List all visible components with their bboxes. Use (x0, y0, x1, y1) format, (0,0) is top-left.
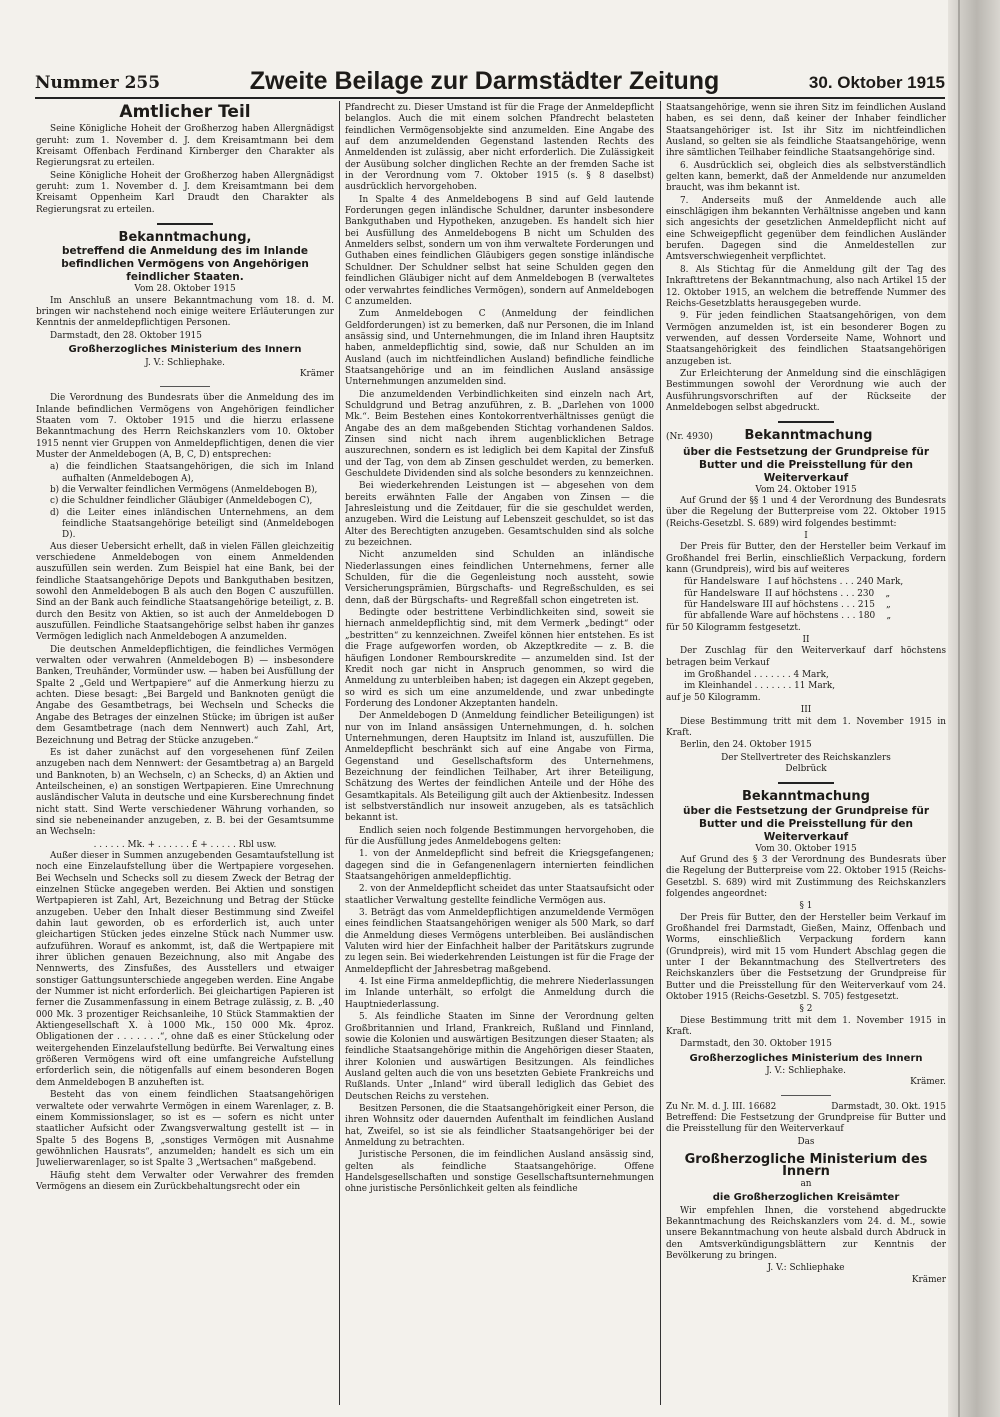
reference-right: Darmstadt, 30. Okt. 1915 (831, 1101, 946, 1112)
centered-line: Vom 28. Oktober 1915 (134, 284, 236, 295)
centered-line: I (804, 531, 808, 541)
divider (157, 223, 213, 225)
paragraph: 9. Für jeden feindlichen Staatsangehörigen, von dem Vermögen anzumelden ist, ist ein besonderer Bogen zu verwenden, auf dessen Vorderseite Name, Wohnort und Staatsangehörigkeit des feindlichen Staatsangehörigen anzugeben ist. (666, 311, 946, 367)
paragraph: Die Verordnung des Bundesrats über die Anmeldung des im Inlande befindlichen Vermögens von Angehörigen feindlicher Staaten vom 7. Oktober 1915 und die hierzu erlassene Bekanntmachung des Herrn Reichskanzlers vom 10. Oktober 1915 nennt vier Gruppen von Anmeldepflichtigen, denen die vier Muster der Anmeldebogen (A, B, C, D) entsprechen: (36, 393, 334, 460)
paragraph: Besteht das von einem feindlichen Staatsangehörigen verwaltete oder verwahrte Vermögen in einem Warenlager, z. B. einem Kommissionslager, so ist es — sofern es nicht unter staatlicher Aufsicht oder Zwangsverwaltung gestellt ist — in Spalte 5 des Bogens B, „sonstiges Vermögen mit Ausnahme gewöhnlichen Hausrats“, anzumelden; handelt es sich um ein Juwelierwarenlager, so ist Spalte 3 „Wertsachen“ maßgebend. (36, 1090, 334, 1169)
reference-line (666, 1102, 946, 1113)
paragraph: Der Anmeldebogen D (Anmeldung feindlicher Beteiligungen) ist nur von im Inland ansässigen Unternehmungen, d. h. solchen Unternehmungen, deren Hauptsitz im Inland ist, auszufüllen. Die Anmeldepflicht beschränkt sich auf eine Angabe von Firma, Gegenstand und Gesellschaftsform des Unternehmens, Bezeichnung der feindlichen Teilhaber, Art ihrer Beteiligung, Schätzung des Wertes der feindlichen Anteile und der Höhe des Gesamtkapitals. Als Beteiligung gilt auch der Aktienbesitz. Indessen ist selbstverständlich nur insoweit anzugeben, als es tatsächlich bekannt ist. (345, 711, 654, 824)
paragraph: Im Anschluß an unsere Bekanntmachung vom 18. d. M. bringen wir nachstehend noch einige weitere Erläuterungen zur Kenntnis der anmeldepflichtigen Personen. (36, 295, 334, 329)
issue-date: 30. Oktober 1915 (808, 73, 945, 92)
column-3 (666, 103, 946, 1407)
price-line: für abfallende Ware auf höchstens . . . 180 „ (684, 611, 892, 622)
paragraph: für 50 Kilogramm festgesetzt. (666, 622, 801, 633)
centered-line: Vom 30. Oktober 1915 (755, 843, 857, 854)
paragraph: Juristische Personen, die im feindlichen Ausland ansässig sind, gelten als feindliche Staatsangehörige. Offene Handelsgesellschaften und sonstige Gesellschaftsunternehmungen ohne juristische Persönlichkeit gelten als feindliche (345, 1150, 654, 1195)
centered-line: Das (797, 1136, 815, 1147)
column-1 (36, 103, 334, 1407)
paragraph: 7. Anderseits muß der Anmeldende auch alle einschlägigen ihm bekannten Verhältnisse angeben und kann sich angesichts der gesetzlichen Anmeldepflicht nicht auf eine Schweigepflicht gegenüber dem feindlichen Ausländer berufen. Dagegen sind die Anmeldestellen zur Amtsverschwiegenheit verpflichtet. (666, 195, 946, 263)
paragraph: Häufig steht dem Verwalter oder Verwahrer des fremden Vermögens an diesem ein Zurückbehaltungsrecht oder ein (36, 1170, 334, 1192)
centered-line: Delbrück (785, 763, 827, 774)
centered-line: § 1 (799, 901, 813, 912)
announcement-number: (Nr. 4930) (666, 432, 713, 443)
paragraph: Es ist daher zunächst auf den vorgesehenen fünf Zeilen anzugeben nach dem Nennwert: der Gesamtbetrag a) an Bargeld und Banknoten, b) an Wechseln, c) an Schecks, d) an Aktien und Anteilscheinen, e) an sonstigen Wertpapieren. Eine Umrechnung ausländischer Valuta in deutsche und eine Kursberechnung findet nicht statt. Sind Werte verschiedener Währung vorhanden, so sind sie nebeneinander anzugeben, z. B. bei der Gesamtsumme an Wechseln: (36, 747, 334, 838)
paragraph: Endlich seien noch folgende Bestimmungen hervorgehoben, die für die Ausfüllung jedes Anmeldebogens gelten: (345, 825, 654, 847)
paragraph: Bedingte oder bestrittene Verbindlichkeiten sind, soweit sie hiernach anmeldepflichtig sind, mit dem Vermerk „bedingt“ oder „bestritten“ zu kennzeichnen. Zweifel können hier entstehen. Es ist die Frage aufgeworfen worden, ob Akzeptkredite — z. B. die häufigen Londoner Rembourskredite — anzumelden sind. Ist der Kredit noch gar nicht in Anspruch genommen, so wird die Anmeldung zu unterbleiben haben; ist dagegen ein Akzept gegeben, so wird es sich um eine anzumeldende, und zwar unbedingte Forderung des Londoner Akzeptanten handeln. (345, 608, 654, 709)
divider (778, 782, 834, 784)
signature: Krämer. (910, 1077, 946, 1088)
paragraph: Berlin, den 24. Oktober 1915 (680, 740, 812, 751)
paragraph: Seine Königliche Hoheit der Großherzog haben Allergnädigst geruht: zum 1. November d. J. dem Kreisamtmann bei dem Kreisamt Oppenheim Karl Draudt den Charakter als Regierungsrat zu erteilen. (36, 170, 334, 215)
section-heading: Amtlicher Teil (119, 103, 251, 122)
list-item: d) die Leiter eines inländischen Unternehmens, an dem feindliche Staatsangehörige beteiligt sind (Anmeldebogen D). (50, 507, 334, 541)
paragraph: Betreffend: Die Festsetzung der Grundpreise für Butter und die Preisstellung für den Weiterverkauf (666, 1113, 946, 1135)
paragraph: Die anzumeldenden Verbindlichkeiten sind einzeln nach Art, Schuldgrund und Betrag anzuführen, z. B. „Darlehen von 1000 Mk.“. Beim Bestehen eines Kontokorrentverhältnisses genügt die Angabe des an dem maßgebenden Stichtag vorhandenen Saldos. Zinsen sind nicht nach ihrem augenblicklichen Betrage auszurechnen, sondern es ist lediglich bei dem Kapital der Zinsfuß und der Tag, von dem ab Zinsen geschuldet werden, zu bemerken. Geschuldete Dividenden sind als solche besonders zu kennzeichnen. (345, 389, 654, 479)
paragraph: Auf Grund des § 3 der Verordnung des Bundesrats über die Regelung der Butterpreise vom 22. Oktober 1915 (Reichs-Gesetzbl. S. 689) wird mit Zustimmung des Reichskanzlers folgendes angeordnet: (666, 854, 946, 899)
authority-name: Großherzogliches Ministerium des Innern (689, 1052, 923, 1064)
divider (781, 1095, 831, 1096)
paragraph: In Spalte 4 des Anmeldebogens B sind auf Geld lautende Forderungen gegen inländische Schuldner, darunter insbesondere Bankguthaben und Hypotheken, anzugeben. Es handelt sich hier bei Ausfüllung des Anmeldebogens B nicht um Schulden des Anmelders selbst, sondern um von ihm verwaltete Forderungen und Guthaben eines feindlichen Gläubigers gegen sonstige inländische Schuldner. Der Schuldner selbst hat seine Schulden gegen den feindlichen Gläubiger nicht auf dem Anmeldebogen B (verwaltetes oder verwahrtes feindliches Vermögen), sondern auf Anmeldebogen C anzumelden. (345, 194, 654, 307)
masthead-rule (35, 97, 945, 99)
announcement-subtitle: über die Festsetzung der Grundpreise für Butter und die Preisstellung für den Weiterverkauf (683, 804, 929, 843)
paragraph: Besitzen Personen, die die Staatsangehörigkeit einer Person, die ihren Wohnsitz oder dauernden Aufenthalt im feindlichen Ausland hat, Zweifel, so ist sie als feindlicher Staatsangehöriger bei der Anmeldung zu betrachten. (345, 1103, 654, 1148)
paragraph: Pfandrecht zu. Dieser Umstand ist für die Frage der Anmeldepflicht belanglos. Auch die mit einem solchen Pfandrecht belasteten feindlichen Vermögensobjekte sind anzumelden. Eine Angabe des auf dem anzumeldenden Gegenstand lastenden Rechts des Anmeldenden ist zulässig, aber nicht erforderlich. Die Zulässigkeit der Ausübung solcher dinglichen Rechte an der fremden Sache ist in der Verordnung vom 7. Oktober 1915 (s. § 8 daselbst) ausdrücklich hervorgehoben. (345, 103, 654, 193)
list-item: a) die feindlichen Staatsangehörigen, die sich im Inland aufhalten (Anmeldebogen A), (50, 462, 334, 484)
centered-line: J. V.: Schliephake (767, 1263, 845, 1274)
paragraph: 5. Als feindliche Staaten im Sinne der Verordnung gelten Großbritannien und Irland, Frankreich, Rußland und Finnland, sowie die Kolonien und auswärtigen Besitzungen dieser Staaten; als feindliche Staatsangehörige mithin die Angehörigen dieser Staaten, ihrer Kolonien und auswärtigen Besitzungen. Als feindliches Ausland gelten auch die von uns besetzten Gebiete Frankreichs und Rußlands. Unter „Inland“ wird überall lediglich das Gebiet des Deutschen Reichs zu verstehen. (345, 1012, 654, 1102)
column-divider (660, 101, 661, 1405)
list-item: c) die Schuldner feindlicher Gläubiger (Anmeldebogen C), (50, 496, 313, 507)
price-line: für Handelsware III auf höchstens . . . 215 „ (684, 600, 891, 611)
list-item: b) die Verwalter feindlichen Vermögens (Anmeldebogen B), (50, 484, 318, 495)
divider (160, 386, 210, 387)
masthead (35, 66, 945, 96)
centered-line: J. V.: Schliephake. (766, 1066, 846, 1077)
paragraph: Zur Erleichterung der Anmeldung sind die einschlägigen Bestimmungen sowohl der Verordnung wie auch der Ausführungsvorschriften auf der Rückseite der Anmeldebogen selbst abgedruckt. (666, 368, 946, 413)
price-line: im Großhandel . . . . . . . 4 Mark, (684, 670, 829, 681)
announcement-heading (666, 430, 946, 443)
announcement-heading: Bekanntmachung, (118, 230, 252, 246)
paragraph: Wir empfehlen Ihnen, die vorstehend abgedruckte Bekanntmachung des Reichskanzlers vom 24. d. M., sowie unsere Bekanntmachung von heute alsbald durch Abdruck in den Amtsverkündigungsblättern zur Kenntnis der Bevölkerung zu bringen. (666, 1205, 946, 1261)
paragraph: Bei wiederkehrenden Leistungen ist — abgesehen von dem bereits erwähnten Falle der Angaben von Zinsen — die Jahresleistung und die Zeitdauer, für die sie geschuldet werden, anzugeben. Wird die Leistung auf Lebenszeit geschuldet, so ist das Alter des Berechtigten anzugeben. Gesamtschulden sind als solche zu bezeichnen. (345, 481, 654, 549)
signature: Krämer (299, 368, 334, 379)
announcement-subtitle: betreffend die Anmeldung des im Inlande befindlichen Vermögens von Angehörigen feindlicher Staaten. (61, 245, 309, 284)
centered-line: Vom 24. Oktober 1915 (755, 484, 857, 495)
paragraph: 8. Als Stichtag für die Anmeldung gilt der Tag des Inkrafttretens der Bekanntmachung, also nach Artikel 15 der 12. Oktober 1915, an welchem die betreffende Nummer des Reichs-Gesetzblatts herausgegeben wurde. (666, 264, 946, 309)
column-divider (339, 101, 340, 1405)
authority-name: Großherzogliches Ministerium des Innern (68, 344, 302, 356)
centered-line: II (802, 635, 810, 646)
book-binding-edge (948, 0, 1000, 1417)
paragraph: 2. von der Anmeldepflicht scheidet das unter Staatsaufsicht oder staatlicher Verwaltung gestellte feindliche Vermögen aus. (345, 884, 654, 906)
centered-line: III (800, 705, 812, 716)
reference-left: Zu Nr. M. d. J. III. 16682 (666, 1101, 777, 1112)
paragraph: auf je 50 Kilogramm. (666, 692, 761, 703)
paragraph: 6. Ausdrücklich sei, obgleich dies als selbstverständlich gelten kann, bemerkt, daß der Anmeldende nur anzumelden braucht, was ihm bekannt ist. (666, 160, 946, 194)
authority-name: die Großherzoglichen Kreisämter (712, 1192, 900, 1204)
newspaper-title: Zweite Beilage zur Darmstädter Zeitung (249, 67, 720, 95)
paragraph: Zum Anmeldebogen C (Anmeldung der feindlichen Geldforderungen) ist zu bemerken, daß nur Personen, die im Inland ansässig sind, und Unternehmungen, die im Inland ihren Hauptsitz haben, anmeldepflichtig sind, sowie, daß nur Schulden an im Ausland (auch im nichtfeindlichen Ausland) befindliche feindliche Staatsangehörige und an im feindlichen Ausland ansässige Unternehmungen anzumelden sind. (345, 309, 654, 388)
paragraph: Staatsangehörige, wenn sie ihren Sitz im feindlichen Ausland haben, es sei denn, daß keiner der Inhaber feindlicher Staatsangehöriger ist. Ist ihr Sitz im nichtfeindlichen Ausland, so gelten sie als feindliche Staatsangehörige, wenn ihre sämtlichen Teilhaber feindliche Staatsangehörige sind. (666, 103, 946, 159)
paragraph: Diese Bestimmung tritt mit dem 1. November 1915 in Kraft. (666, 1015, 946, 1038)
paragraph: Diese Bestimmung tritt mit dem 1. November 1915 in Kraft. (666, 716, 946, 738)
signature: Krämer (911, 1274, 946, 1285)
paragraph: Der Zuschlag für den Weiterverkauf darf höchstens betragen beim Verkauf (666, 646, 946, 668)
paragraph: Nicht anzumelden sind Schulden an inländische Niederlassungen eines feindlichen Unternehmens, ferner alle Schulden, für die die Gegenleistung noch aussteht, sowie Versicherungsprämien, Bürgschafts- und Regreßschulden, es sei denn, daß der Bürgschafts- und Regreßfall schon eingetreten ist. (345, 550, 654, 606)
centered-line: an (800, 1178, 812, 1189)
paragraph: Außer dieser in Summen anzugebenden Gesamtaufstellung ist noch eine Einzelaufstellung über die Wertpapiere vorgesehen. Bei Wechseln und Schecks soll zu diesem Zweck der Betrag der einzelnen Stücke angegeben werden. Bei Aktien und sonstigen Wertpapieren ist Zahl, Art, Bezeichnung und Betrag der Stücke anzugeben. Ueber den Inhalt dieser Bestimmung sind Zweifel dahin laut geworden, ob es erforderlich ist, auch unter gleichartigen Stücken jedes einzelne Stück nach Nummer usw. aufzuführen. Worauf es ankommt, ist, daß die Wertpapiere mit ihrer üblichen genauen Bezeichnung, also mit Angabe des Nennwerts, des Zinsfußes, des Ausstellers und etwaiger sonstiger Gattungsunterschiede angegeben werden. Eine Angabe der Nummer ist nicht erforderlich. Bei gleichartigen Papieren ist ferner die Zusammenfassung in einem Betrage zulässig, z. B. „40 000 Mk. 3 prozentiger Reichsanleihe, 10 Stück Stammaktien der Aktiengesellschaft X. à 1000 Mk., 150 000 Mk. 4proz. Obligationen der . . . . . . .“, ohne daß es einer Stückelung oder weitergehenden Einzelaufstellung bedürfte. Bei Verwaltung eines größeren Vermögens wird oft eine umfangreiche Aufstellung erforderlich sein, die nötigenfalls auf einem besonderen Bogen dem Anmeldebogen B anzuheften ist. (36, 850, 334, 1088)
centered-line: § 2 (799, 1004, 813, 1015)
divider (778, 421, 834, 423)
price-line: für Handelsware II auf höchstens . . . 230 „ (684, 588, 891, 599)
column-2 (345, 103, 654, 1407)
announcement-heading: Großherzogliche Ministerium des Innern (684, 1152, 928, 1179)
centered-line: Der Stellvertreter des Reichskanzlers (721, 752, 891, 763)
price-line: im Kleinhandel . . . . . . . 11 Mark, (684, 681, 836, 692)
announcement-subtitle: über die Festsetzung der Grundpreise für Butter und die Preisstellung für den Weiterverkauf (683, 445, 929, 484)
paragraph: Die deutschen Anmeldepflichtigen, die feindliches Vermögen verwalten oder verwahren (Anmeldebogen B) — insbesondere Banken, Treuhänder, Vormünder usw. — haben bei Ausfüllung der Spalte 2 „Geld und Wertpapiere“ auf die Anmerkung hierzu zu achten. Diese besagt: „Bei Bargeld und Banknoten genügt die Angabe des Gesamtbetrags, bei Wechseln und Schecks die Angabe des Betrages der einzelnen Stücke; im übrigen ist außer dem Gesamtbetrage (nach dem Nennwert) auch Zahl, Art, Bezeichnung und Betrag der Stücke anzugeben.“ (36, 644, 334, 746)
paragraph: 3. Beträgt das vom Anmeldepflichtigen anzumeldende Vermögen eines feindlichen Staatsangehörigen weniger als 500 Mark, so darf die Anmeldung dieses Vermögens unterbleiben. Bei ausländischen Valuten wird hier der Einfachheit halber der Paritätskurs zugrunde zu legen sein. Bei wiederkehrenden Leistungen ist für die Frage der Anmeldepflicht der Jahresbetrag maßgebend. (345, 908, 654, 975)
announcement-heading: Bekanntmachung (742, 789, 870, 805)
paragraph: Der Preis für Butter, den der Hersteller beim Verkauf im Großhandel frei Darmstadt, Gießen, Mainz, Offenbach und Worms, einschließlich Verpackung fordern kann (Grundpreis), wird mit 15 vom Hundert Abschlag gegen die unter I der Bekanntmachung des Stellvertreters des Reichskanzlers über die Festsetzung der Grundpreise für Butter und die Preisstellung für den Weiterverkauf vom 24. Oktober 1915 (Reichs-Gesetzbl. S. 705) festgesetzt. (666, 912, 946, 1003)
price-line: für Handelsware I auf höchstens . . . 240 Mark, (684, 577, 904, 588)
centered-line: J. V.: Schliephake. (145, 357, 225, 368)
issue-number: Nummer 255 (35, 73, 161, 93)
paragraph: Darmstadt, den 30. Oktober 1915 (680, 1039, 832, 1050)
heading-text: Bekanntmachung (744, 428, 873, 444)
paragraph: Aus dieser Uebersicht erhellt, daß in vielen Fällen gleichzeitig verschiedene Anmeldebogen von einem Anmeldenden auszufüllen sein werden. Zum Beispiel hat eine Bank, bei der feindliche Staatsangehörige Depots und Bankguthaben besitzen, sowohl den Anmeldebogen B als auch den Bogen C auszufüllen. Sind an der Bank auch feindliche Staatsangehörige beteiligt, z. B. durch den Besitz von Aktien, so ist auch der Anmeldebogen D auszufüllen. Feindliche Staatsangehörige selbst haben ihr ganzes Vermögen lediglich nach Anmeldebogen A anzumelden. (36, 541, 334, 643)
paragraph: Seine Königliche Hoheit der Großherzog haben Allergnädigst geruht: zum 1. November d. J. dem Kreisamtmann bei dem Kreisamt Offenbach Ferdinand Kirnberger den Charakter als Regierungsrat zu erteilen. (36, 124, 334, 169)
paragraph: Der Preis für Butter, den der Hersteller beim Verkauf im Großhandel frei Berlin, einschließlich Verpackung, fordern kann (Grundpreis), wird bis auf weiteres (666, 542, 946, 576)
centered-line: . . . . . . Mk. + . . . . . . £ + . . . . . Rbl usw. (93, 839, 277, 850)
paragraph: Auf Grund der §§ 1 und 4 der Verordnung des Bundesrats über die Regelung der Butterpreise vom 22. Oktober 1915 (Reichs-Gesetzbl. S. 689) wird folgendes bestimmt: (666, 495, 946, 529)
paragraph: 1. von der Anmeldepflicht sind befreit die Kriegsgefangenen; dagegen sind die in Gefangenenlagern internierten feindlichen Staatsangehörigen anmeldepflichtig. (345, 849, 654, 883)
paragraph: Darmstadt, den 28. Oktober 1915 (50, 330, 202, 341)
paragraph: 4. Ist eine Firma anmeldepflichtig, die mehrere Niederlassungen im Inlande unterhält, so erfolgt die Anmeldung durch die Hauptniederlassung. (345, 977, 654, 1010)
